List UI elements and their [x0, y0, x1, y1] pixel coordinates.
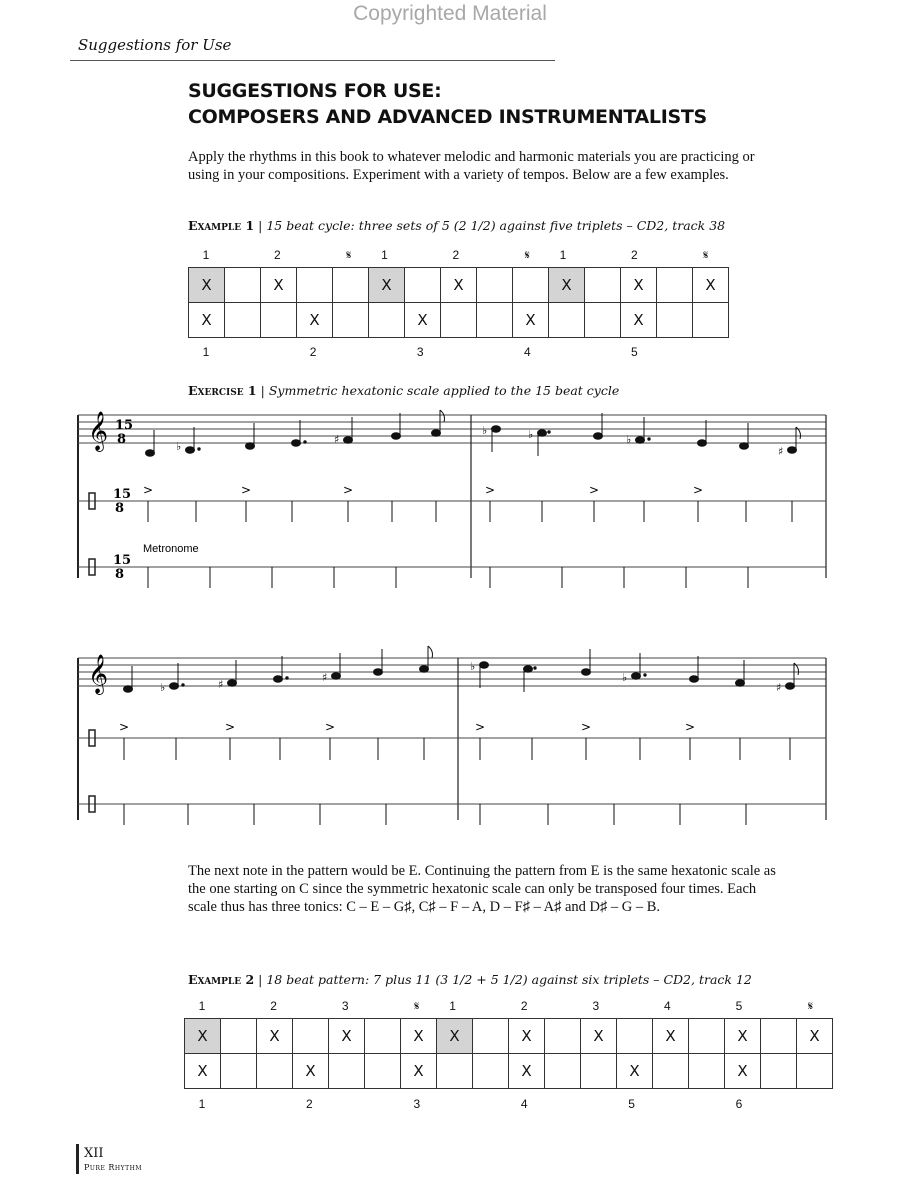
svg-text:♯: ♯: [778, 445, 784, 458]
grid-cell: [689, 1019, 725, 1054]
grid-cell: X: [725, 1019, 761, 1054]
grid-row: [185, 1054, 833, 1089]
beat-label: 1: [559, 248, 567, 262]
svg-text:♭: ♭: [482, 424, 488, 437]
page-number: XII: [84, 1146, 104, 1161]
svg-text:♭: ♭: [626, 433, 632, 446]
grid-cell: [477, 303, 513, 338]
grid-cell: X: [405, 303, 441, 338]
grid-cell: [513, 268, 549, 303]
example1-top-labels: [188, 248, 724, 264]
beat-label: 2: [520, 999, 528, 1013]
grid-cell: X: [581, 1019, 617, 1054]
svg-text:♯: ♯: [322, 671, 328, 684]
beat-label: 4: [520, 1097, 528, 1111]
svg-text:♭: ♭: [622, 671, 628, 684]
svg-text:♭: ♭: [528, 428, 534, 441]
example1-grid: [188, 267, 729, 338]
page-title-line1: SUGGESTIONS FOR USE:: [188, 80, 442, 102]
grid-cell: [225, 303, 261, 338]
grid-cell: X: [509, 1019, 545, 1054]
beat-label: 𝄋: [808, 999, 814, 1013]
svg-text:>: >: [685, 720, 696, 734]
svg-text:>: >: [589, 483, 600, 497]
time-sig-bottom: 8: [117, 432, 127, 447]
grid-cell: [329, 1054, 365, 1089]
metronome-hits-2: [124, 804, 746, 825]
example1-bottom-labels: [188, 345, 724, 361]
svg-text:♭: ♭: [176, 440, 182, 453]
grid-cell: [477, 268, 513, 303]
grid-cell: [689, 1054, 725, 1089]
perc1-time-top: 15: [113, 487, 132, 502]
running-head: Suggestions for Use: [78, 36, 232, 54]
grid-cell: [221, 1054, 257, 1089]
exercise1-desc: Symmetric hexatonic scale applied to the 15 beat cycle: [268, 383, 620, 398]
grid-cell: [473, 1019, 509, 1054]
example1-sep: |: [258, 218, 263, 233]
beat-label: 3: [413, 1097, 421, 1111]
grid-cell: X: [185, 1054, 221, 1089]
beat-label: 1: [202, 248, 210, 262]
grid-cell: [585, 268, 621, 303]
grid-cell: X: [189, 303, 225, 338]
example2-top-labels: [184, 999, 829, 1015]
example2-desc: 18 beat pattern: 7 plus 11 (3 1/2 + 5 1/2) against six triplets – CD2, track 12: [266, 972, 752, 987]
metronome-label: Metronome: [143, 543, 199, 555]
svg-text:>: >: [225, 720, 236, 734]
grid-cell: [261, 303, 297, 338]
grid-cell: X: [329, 1019, 365, 1054]
grid-cell: X: [261, 268, 297, 303]
beat-label: 1: [381, 248, 388, 262]
grid-cell: [437, 1054, 473, 1089]
grid-cell: X: [509, 1054, 545, 1089]
grid-cell: [333, 303, 369, 338]
grid-cell: X: [297, 303, 333, 338]
grid-cell: [797, 1054, 833, 1089]
beat-label: 3: [592, 999, 600, 1013]
beat-label: 1: [449, 999, 456, 1013]
beat-label: 2: [270, 999, 277, 1013]
svg-text:>: >: [241, 483, 252, 497]
beat-label: 𝄋: [524, 248, 530, 262]
percussion-hits-2: [124, 738, 790, 760]
grid-cell: [581, 1054, 617, 1089]
grid-cell: X: [401, 1019, 437, 1054]
grid-cell: [441, 303, 477, 338]
svg-text:>: >: [693, 483, 704, 497]
svg-text:♯: ♯: [334, 433, 340, 446]
grid-row: [185, 1019, 833, 1054]
grid-cell: [657, 303, 693, 338]
grid-cell: [761, 1019, 797, 1054]
perc2-time-bottom: 8: [115, 567, 125, 582]
beat-label: 2: [631, 248, 638, 262]
footer-bar: [76, 1144, 79, 1174]
melody-notes-3: [124, 646, 799, 694]
svg-text:>: >: [475, 720, 486, 734]
system-2: [78, 646, 826, 825]
grid-cell: [549, 303, 585, 338]
grid-cell: [405, 268, 441, 303]
example1-caption: [188, 218, 725, 233]
grid-cell: X: [725, 1054, 761, 1089]
beat-label: 5: [631, 345, 638, 359]
beat-label: 2: [274, 248, 281, 262]
grid-cell: [761, 1054, 797, 1089]
beat-label: 4: [664, 999, 671, 1013]
grid-cell: X: [549, 268, 585, 303]
beat-label: 5: [628, 1097, 635, 1111]
system-1: [78, 410, 826, 588]
example1-desc: 15 beat cycle: three sets of 5 (2 1/2) against five triplets – CD2, track 38: [266, 218, 726, 233]
grid-cell: [297, 268, 333, 303]
svg-text:>: >: [143, 483, 154, 497]
exercise1-caption: [188, 383, 619, 398]
grid-cell: [365, 1054, 401, 1089]
metronome-hits-1: [148, 567, 748, 588]
grid-cell: X: [369, 268, 405, 303]
grid-cell: [257, 1054, 293, 1089]
grid-cell: X: [693, 268, 729, 303]
svg-text:>: >: [581, 720, 592, 734]
beat-label: 𝄋: [703, 248, 709, 262]
grid-cell: X: [653, 1019, 689, 1054]
grid-row: [189, 303, 729, 338]
grid-cell: X: [617, 1054, 653, 1089]
perc1-time-bottom: 8: [115, 501, 125, 516]
example2-bottom-labels: [184, 1097, 829, 1113]
grid-cell: [369, 303, 405, 338]
grid-row: [189, 268, 729, 303]
example1-name: Example 1: [188, 218, 255, 233]
beat-label: 1: [198, 999, 206, 1013]
svg-text:♯: ♯: [218, 678, 224, 691]
beat-label: 4: [523, 345, 531, 359]
grid-cell: [293, 1019, 329, 1054]
beat-label: 𝄋: [346, 248, 352, 262]
grid-cell: X: [185, 1019, 221, 1054]
example2-name: Example 2: [188, 972, 255, 987]
music-notation: [0, 400, 900, 850]
grid-cell: [657, 268, 693, 303]
example2-sep: |: [258, 972, 263, 987]
exercise1-sep: |: [260, 383, 265, 398]
header-rule: [70, 60, 555, 61]
explanation-paragraph: The next note in the pattern would be E. Continuing the pattern from E is the same hexatonic scale as the one starting on C since the symmetric hexatonic scale can only be transposed four times. Each scale thus has three tonics: C – E – G♯, C♯ – F – A, D – F♯ – A♯ and D♯ – G – B.: [188, 863, 776, 915]
svg-text:♭: ♭: [470, 660, 476, 673]
grid-cell: X: [797, 1019, 833, 1054]
beat-label: 1: [198, 1097, 206, 1111]
beat-label: 5: [735, 999, 743, 1013]
grid-cell: [221, 1019, 257, 1054]
svg-text:>: >: [325, 720, 336, 734]
grid-cell: [617, 1019, 653, 1054]
treble-clef-icon: 𝄞: [88, 411, 109, 451]
grid-cell: X: [189, 268, 225, 303]
example2-grid: [184, 1018, 833, 1089]
beat-label: 2: [309, 345, 317, 359]
accents-2: [119, 720, 695, 734]
svg-text:♭: ♭: [160, 681, 166, 694]
beat-label: 3: [341, 999, 349, 1013]
grid-cell: [693, 303, 729, 338]
grid-cell: [585, 303, 621, 338]
beat-label: 3: [416, 345, 424, 359]
grid-cell: [545, 1019, 581, 1054]
svg-text:>: >: [343, 483, 354, 497]
grid-cell: X: [293, 1054, 329, 1089]
treble-clef-icon: 𝄞: [88, 654, 109, 694]
grid-cell: X: [437, 1019, 473, 1054]
melody-notes-1: [146, 410, 445, 456]
grid-cell: X: [621, 303, 657, 338]
example2-caption: [188, 972, 752, 987]
grid-cell: X: [257, 1019, 293, 1054]
page-title-line2: COMPOSERS AND ADVANCED INSTRUMENTALISTS: [188, 106, 707, 128]
grid-cell: X: [513, 303, 549, 338]
time-sig-top: 15: [115, 418, 134, 433]
beat-label: 2: [306, 1097, 313, 1111]
beat-label: 1: [202, 345, 210, 359]
grid-cell: [365, 1019, 401, 1054]
footer-book-title: Pure Rhythm: [84, 1163, 142, 1172]
svg-text:>: >: [119, 720, 130, 734]
grid-cell: [473, 1054, 509, 1089]
intro-paragraph: Apply the rhythms in this book to whatever melodic and harmonic materials you are practicing or using in your compositions. Experiment with a variety of tempos. Below are a few examples.: [188, 149, 755, 183]
grid-cell: X: [621, 268, 657, 303]
beat-label: 6: [735, 1097, 743, 1111]
watermark: Copyrighted Material: [353, 2, 547, 25]
grid-cell: [333, 268, 369, 303]
svg-text:>: >: [485, 483, 496, 497]
percussion-hits-1: [148, 501, 792, 522]
beat-label: 𝄋: [414, 999, 420, 1013]
perc2-time-top: 15: [113, 553, 132, 568]
svg-text:♯: ♯: [776, 681, 782, 694]
grid-cell: X: [401, 1054, 437, 1089]
grid-cell: [545, 1054, 581, 1089]
accents-1: [143, 483, 703, 497]
grid-cell: X: [441, 268, 477, 303]
grid-cell: [653, 1054, 689, 1089]
beat-label: 2: [452, 248, 460, 262]
grid-cell: [225, 268, 261, 303]
exercise1-name: Exercise 1: [188, 383, 257, 398]
